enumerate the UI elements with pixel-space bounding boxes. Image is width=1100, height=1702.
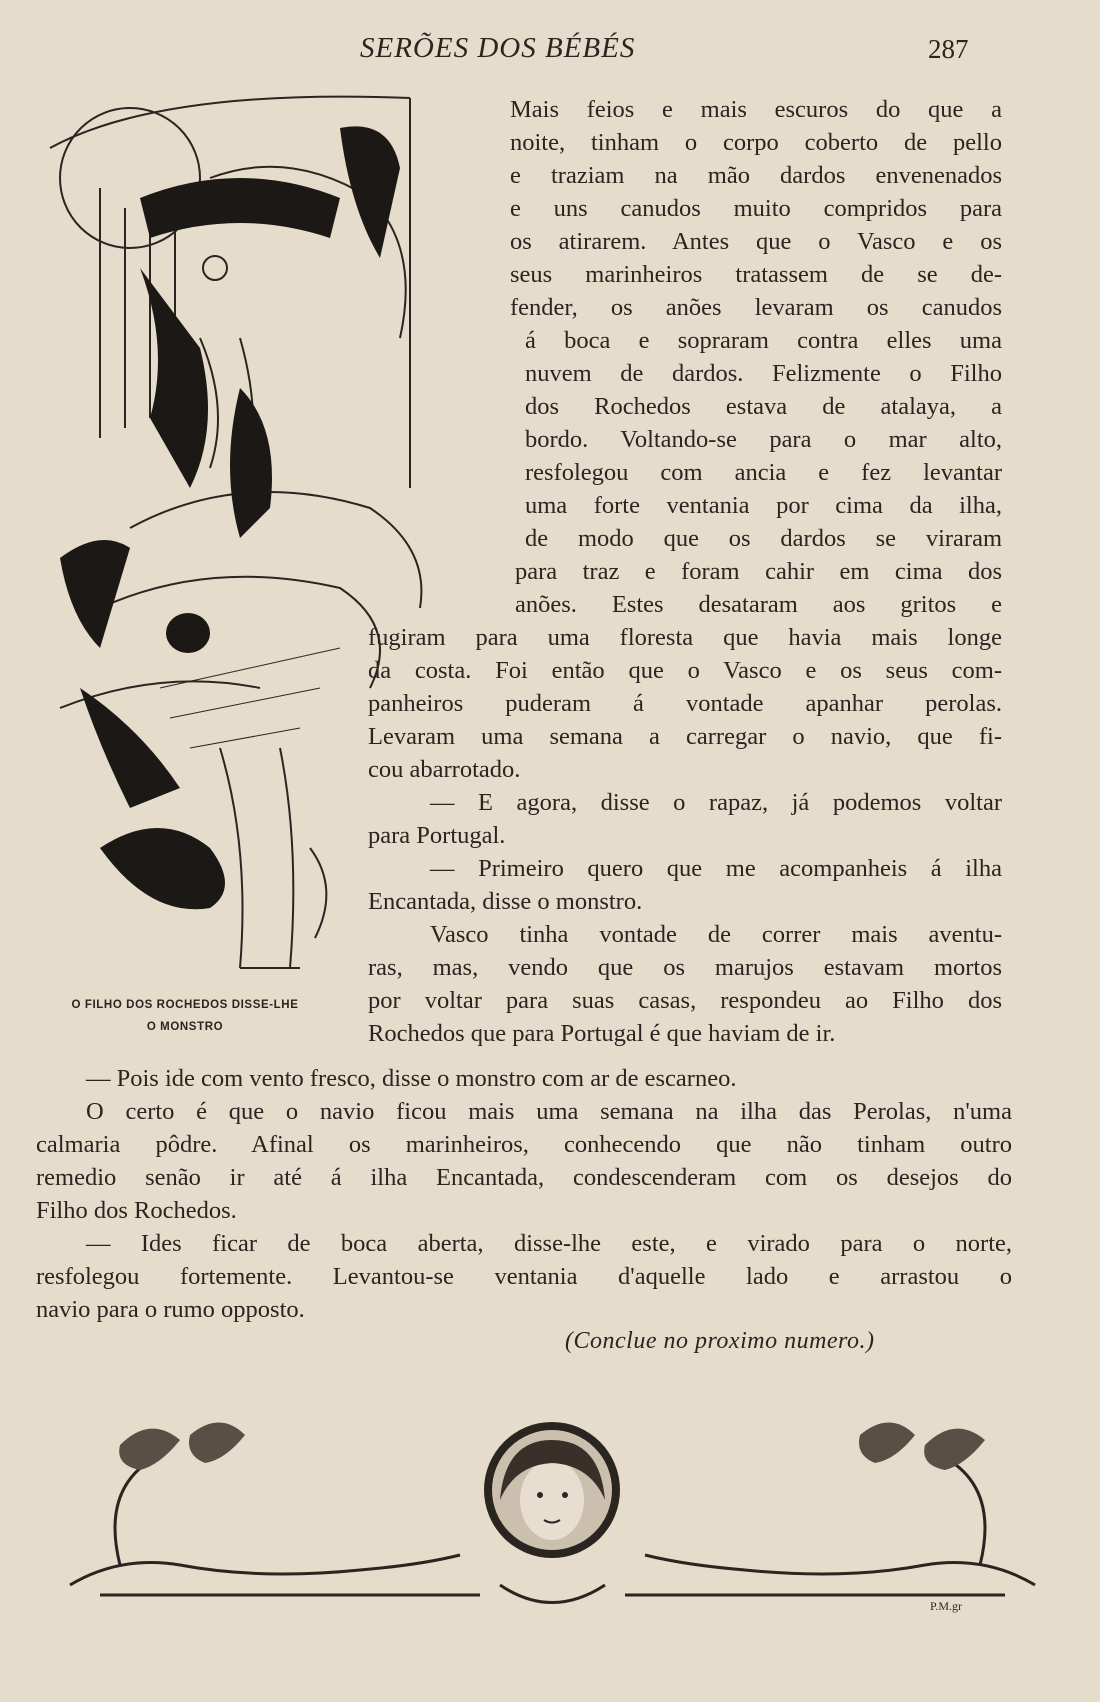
text-line: fender, os anões levaram os canudos — [510, 294, 1002, 321]
text-line: ras, mas, vendo que os marujos estavam mortos — [368, 954, 1002, 981]
text-line: calmaria pôdre. Afinal os marinheiros, conhecendo que não tinham outro — [36, 1131, 1012, 1158]
ornament-monogram: P.M.gr — [930, 1599, 963, 1613]
text-line: navio para o rumo opposto. — [36, 1296, 305, 1323]
text-line: — Ides ficar de boca aberta, disse-lhe este, e virado para o norte, — [86, 1230, 1012, 1257]
text-line: resfolegou fortemente. Levantou-se ventania d'aquelle lado e arrastou o — [36, 1263, 1012, 1290]
art-nouveau-ornament — [60, 1405, 1045, 1615]
text-line: — E agora, disse o rapaz, já podemos voltar — [430, 789, 1002, 816]
ornament-drawing — [60, 1405, 1045, 1615]
text-line: por voltar para suas casas, respondeu ao Filho dos — [368, 987, 1002, 1014]
page-number: 287 — [928, 34, 969, 64]
text-line: bordo. Voltando-se para o mar alto, — [525, 426, 1002, 453]
text-line: e traziam na mão dardos envenenados — [510, 162, 1002, 189]
text-line: de modo que os dardos se viraram — [525, 525, 1002, 552]
text-line: Mais feios e mais escuros do que a — [510, 96, 1002, 123]
caption-line: O FILHO DOS ROCHEDOS DISSE-LHE — [71, 999, 299, 1011]
portrait-medallion — [484, 1422, 620, 1558]
text-line: para traz e foram cahir em cima dos — [515, 558, 1002, 585]
text-line: remedio senão ir até á ilha Encantada, condescenderam com os desejos do — [36, 1164, 1012, 1191]
text-line: noite, tinham o corpo coberto de pello — [510, 129, 1002, 156]
text-line: da costa. Foi então que o Vasco e os seus com- — [368, 657, 1002, 684]
text-line: uma forte ventania por cima da ilha, — [525, 492, 1002, 519]
text-line: seus marinheiros tratassem de se de- — [510, 261, 1002, 288]
text-line: os atirarem. Antes que o Vasco e os — [510, 228, 1002, 255]
text-line: Encantada, disse o monstro. — [368, 888, 643, 915]
text-line: — Primeiro quero que me acompanheis á ilha — [430, 855, 1002, 882]
text-line: anões. Estes desataram aos gritos e — [515, 591, 1002, 618]
text-line: Vasco tinha vontade de correr mais aventu- — [430, 921, 1002, 948]
text-line: dos Rochedos estava de atalaya, a — [525, 393, 1002, 420]
text-line: Rochedos que para Portugal é que haviam de ir. — [368, 1020, 836, 1047]
illustration-caption — [45, 994, 325, 1038]
text-line: — Pois ide com vento fresco, disse o monstro com ar de escarneo. — [86, 1065, 737, 1092]
text-line: nuvem de dardos. Felizmente o Filho — [525, 360, 1002, 387]
text-line: para Portugal. — [368, 822, 506, 849]
continuation-note: (Conclue no proximo numero.) — [565, 1328, 875, 1354]
caption-line: O MONSTRO — [146, 1021, 224, 1033]
text-line: e uns canudos muito compridos para — [510, 195, 1002, 222]
text-line: Levaram uma semana a carregar o navio, que fi- — [368, 723, 1002, 750]
text-line: Filho dos Rochedos. — [36, 1197, 237, 1224]
running-header: SERÕES DOS BÉBÉS — [360, 32, 636, 64]
text-line: á boca e sopraram contra elles uma — [525, 327, 1002, 354]
text-line: fugiram para uma floresta que havia mais longe — [368, 624, 1002, 651]
text-line: resfolegou com ancia e fez levantar — [525, 459, 1002, 486]
text-line: O certo é que o navio ficou mais uma semana na ilha das Perolas, n'uma — [86, 1098, 1012, 1125]
text-line: panheiros puderam á vontade apanhar perolas. — [368, 690, 1002, 717]
text-line: cou abarrotado. — [368, 756, 521, 783]
